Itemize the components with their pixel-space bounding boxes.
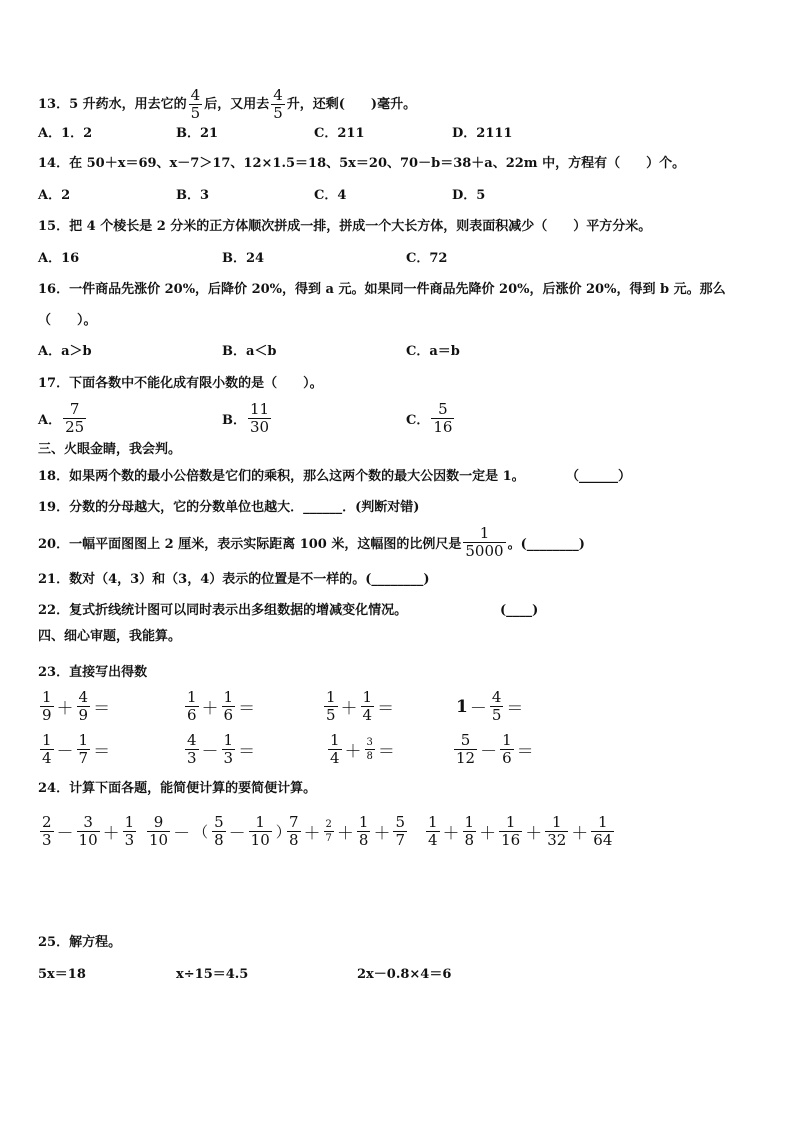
q13-text-b: 后，又用去 <box>204 97 270 112</box>
question-25: 25．解方程。 <box>38 935 122 950</box>
q17-option-b: B． $\frac{11}{30}$ <box>222 400 270 436</box>
question-20: 20．一幅平面图图上 2 厘米，表示实际距离 100 米，这幅图的比例尺是 $\frac{1}{5000}$ 。(________) <box>38 524 585 560</box>
q25-equation-2: x÷15＝4.5 <box>176 967 249 982</box>
question-24: 24．计算下面各题，能简便计算的要简便计算。 <box>38 781 317 796</box>
q17-option-c: C． $\frac{5}{16}$ <box>406 400 453 436</box>
q25-equation-3: 2x－0.8×4＝6 <box>357 967 452 982</box>
q23-item-1: $\frac{1}{9}$ ＋ $\frac{4}{9}$ ＝ <box>42 688 111 724</box>
q13-option-c: C．211 <box>314 126 365 141</box>
q23-item-8: $\frac{5}{12}$ － $\frac{1}{6}$ ＝ <box>456 731 534 767</box>
question-17: 17．下面各数中不能化成有限小数的是（ ）。 <box>38 376 323 391</box>
q17-option-a: A． $\frac{7}{25}$ <box>38 400 85 436</box>
q23-item-3: $\frac{1}{5}$ ＋ $\frac{1}{4}$ ＝ <box>326 688 395 724</box>
question-14: 14．在 50＋x＝69、x－7＞17、12×1.5＝18、5x＝20、70－b＝38＋a、22m 中，方程有（ ）个。 <box>38 156 686 171</box>
q23-item-6: $\frac{4}{3}$ － $\frac{1}{3}$ ＝ <box>187 731 256 767</box>
question-21: 21．数对（4，3）和（3，4）表示的位置是不一样的。(________) <box>38 572 430 587</box>
q13-fraction-1: $\frac{4}{5}$ <box>190 86 201 122</box>
question-16-line-1: 16．一件商品先涨价 20%，后降价 20%，得到 a 元。如果同一件商品先降价 20%，后涨价 20%，得到 b 元。那么 <box>38 282 726 297</box>
question-19: 19．分数的分母越大，它的分数单位也越大．______．(判断对错) <box>38 500 420 515</box>
q23-item-4: 1 － $\frac{4}{5}$ ＝ <box>456 688 524 724</box>
q24-expression-3: $\frac{7}{8}$ ＋ $\frac{2}{7}$ ＋ $\frac{1}{8}$ ＋ $\frac{5}{7}$ <box>289 813 406 849</box>
q24-expression-2: $\frac{9}{10}$ － （ $\frac{5}{8}$ － $\frac{1}{10}$ ） <box>149 813 291 849</box>
q14-option-c: C．4 <box>314 188 347 203</box>
q16-option-c: C．a＝b <box>406 344 460 359</box>
q13-text-c: 升，还剩( )毫升。 <box>286 97 417 112</box>
question-23: 23．直接写出得数 <box>38 665 148 680</box>
q13-text-a: 13．5 升药水，用去它的 <box>38 97 187 112</box>
q14-option-d: D．5 <box>452 188 486 203</box>
q13-option-a: A．1．2 <box>38 126 93 141</box>
question-18: 18．如果两个数的最小公倍数是它们的乘积，那么这两个数的最大公因数一定是 1。 <box>38 469 525 484</box>
q15-option-a: A．16 <box>38 251 80 266</box>
question-22: 22．复式折线统计图可以同时表示出多组数据的增减变化情况。 <box>38 603 408 618</box>
q23-item-7: $\frac{1}{4}$ ＋ $\frac{3}{8}$ ＝ <box>330 731 395 767</box>
q16-option-b: B．a＜b <box>222 344 277 359</box>
question-16-line-2: （ ）。 <box>38 313 97 328</box>
q15-option-c: C．72 <box>406 251 448 266</box>
q23-item-2: $\frac{1}{6}$ ＋ $\frac{1}{6}$ ＝ <box>187 688 256 724</box>
q13-option-b: B．21 <box>176 126 219 141</box>
q24-expression-1: $\frac{2}{3}$ － $\frac{3}{10}$ ＋ $\frac{1}{3}$ <box>42 813 135 849</box>
q14-option-b: B．3 <box>176 188 210 203</box>
q18-answer-blank: （______） <box>566 469 632 484</box>
q24-expression-4: $\frac{1}{4}$ ＋ $\frac{1}{8}$ ＋ $\frac{1}{16}$ ＋ $\frac{1}{32}$ ＋ $\frac{1}{64}$ <box>428 813 613 849</box>
q13-option-d: D．2111 <box>452 126 513 141</box>
question-13 <box>38 88 416 121</box>
q15-option-b: B．24 <box>222 251 265 266</box>
question-15: 15．把 4 个棱长是 2 分米的正方体顺次拼成一排，拼成一个大长方体，则表面积减少（ ）平方分米。 <box>38 219 652 234</box>
q25-equation-1: 5x＝18 <box>38 967 86 982</box>
section-4-heading: 四、细心审题，我能算。 <box>38 629 182 644</box>
q13-fraction-2: $\frac{4}{5}$ <box>273 86 283 122</box>
q23-item-5: $\frac{1}{4}$ － $\frac{1}{7}$ ＝ <box>42 731 111 767</box>
q20-scale-fraction: $\frac{1}{5000}$ <box>465 524 504 560</box>
q14-option-a: A．2 <box>38 188 71 203</box>
q22-answer-blank: (____) <box>500 603 539 618</box>
q16-option-a: A．a＞b <box>38 344 92 359</box>
section-3-heading: 三、火眼金睛，我会判。 <box>38 442 182 457</box>
